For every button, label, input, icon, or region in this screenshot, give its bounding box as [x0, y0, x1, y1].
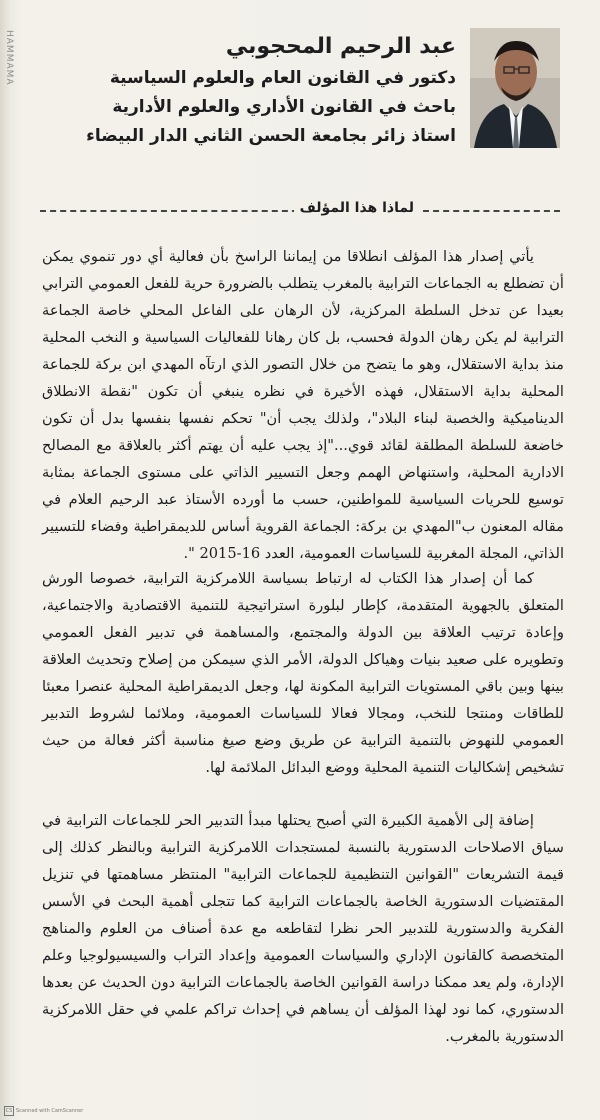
author-info [56, 30, 456, 151]
author-title-line: استاذ زائر بجامعة الحسن الثاني الدار البيضاء [86, 126, 456, 146]
author-portrait-icon [470, 28, 560, 148]
spine-text: HAMMAMA [4, 30, 14, 86]
author-photo [470, 28, 560, 148]
author-name: عبد الرحيم المحجوبي [225, 34, 456, 59]
camscanner-icon: CS [5, 1108, 13, 1114]
paragraph: كما أن إصدار هذا الكتاب له ارتباط بسياسة اللامركزية الترابية، خصوصا الورش المتعلق بالجهوية المتقدمة، كإطار لبلورة استراتيجية للتنمية الاقتصادية والاجتماعية، وإعادة ترتيب العلاقة بين الدولة والمجتمع، والمساهمة في تدبير الفعل العمومي وتطويره على صعيد بنيات وهياكل الدولة، الأمر الذي سيمكن من إصلاح وتحديث العلاقة بينها وبين باقي المستويات الترابية المكونة لها، وجعل الديمقراطية المحلية عنصرا معبئا للطاقات ومنتجا للنخب، ومجالا فعالا للسياسات العمومية، وملائما لشروط التدبير العمومي للنهوض بالتنمية الترابية عن طريق وضع صيغ مناسبة أكثر فعالة من حيث تشخيص إشكاليات التنمية المحلية ووضع البدائل الملائمة لها. [42, 569, 564, 776]
section-title: لماذا هذا المؤلف [294, 200, 420, 216]
paragraph: يأتي إصدار هذا المؤلف انطلاقا من إيماننا الراسخ بأن فعالية أي دور تنموي يمكن أن تضطلع به الجماعات الترابية بالمغرب يتطلب بالضرورة حرية للفعل العمومي الترابي بعيدا عن تدخل السلطة المركزية، لأن الرهان على الفاعل المحلي خاصة الجماعة الترابية لم يكن رهان الدولة فحسب، بل كان رهانا للفعاليات السياسية و النخب المحلية منذ بداية الاستقلال، وهو ما يتضح من خلال التصور الذي ارتآه المهدي ابن بركة للجماعة المحلية بداية الاستقلال، فهذه الأخيرة في نظره ينبغي أن تكون "نقطة الانطلاق الديناميكية والخصبة لبناء البلاد"، ولذلك يجب أن" تحكم نفسها بنفسها بدل أن تكون خاضعة للسلطة المطلقة لقائد قوي..."إذ يجب عليه أن يهتم أكثر بالعلاقة مع المصالح الادارية المحلية، واستنهاض الهمم وجعل التسيير الذاتي على مستوى الجماعة بمثابة توسيع للحريات السياسية للمواطنين، حسب ما أورده الأستاذ عبد الرحيم العلام في مقاله المعنون ب"المهدي بن بركة: الجماعة القروية أساس للديمقراطية وفضاء للتسيير الذاتي، المجلة المغربية للسياسات العمومية، العدد 16-2015 ". [42, 247, 564, 562]
paragraph: إضافة إلى الأهمية الكبيرة التي أصبح يحتلها مبدأ التدبير الحر للجماعات الترابية في سياق الاصلاحات الدستورية بالنسبة لمستجدات اللامركزية الترابية وبالنظر كذلك إلى قيمة التشريعات "القوانين التنظيمية للجماعات الترابية" المنتظر مساهمتها في تنزيل المقتضيات الدستورية الخاصة بالجماعات الترابية كما تتجلى أهمية البحث في الأسس الفكرية والدستورية للتدبير الحر نظرا لتقاطعه مع عدة أصناف من العلوم والمناهج المتخصصة كالقانون الإداري والسياسات العمومية وإعداد التراب والسيسيولوجيا وعلم الإدارة، ولم يعد ممكنا دراسة القوانين الخاصة بالجماعات الترابية دون الحديث عن بعدها الدستوري، كما نود لهذا المؤلف أن يساهم في إحداث تراكم علمي في حقل اللامركزية الدستورية بالمغرب. [42, 811, 564, 1045]
author-title-line: دكتور في القانون العام والعلوم السياسية [109, 68, 456, 88]
scanner-label: Scanned with CamScanner [16, 1108, 84, 1114]
section-heading [40, 200, 560, 222]
scanner-watermark [4, 1106, 83, 1116]
author-header [60, 28, 560, 178]
author-title-line: باحث في القانون الأداري والعلوم الأدارية [112, 97, 456, 117]
